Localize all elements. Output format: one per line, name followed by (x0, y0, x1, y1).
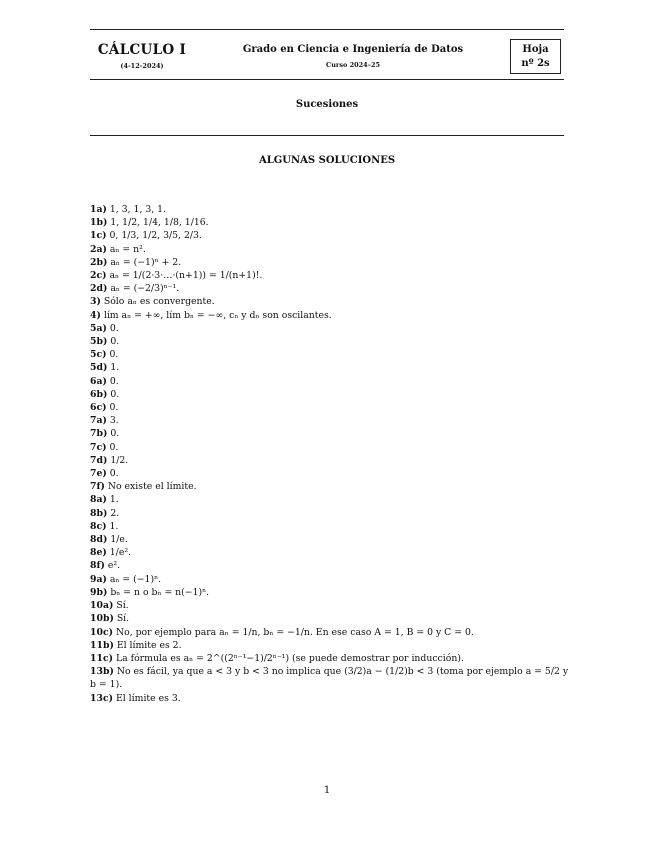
answer-text: aₙ = 1/(2·3·…·(n+1)) = 1/(n+1)!. (109, 270, 263, 282)
answer-text: 0. (110, 336, 120, 348)
answer-label: 10b) (90, 613, 114, 625)
answer-item (90, 401, 570, 414)
answer-text: 0. (109, 402, 119, 414)
answer-item (90, 559, 570, 572)
answer-text: No, por ejemplo para aₙ = 1/n, bₙ = −1/n. En ese caso A = 1, B = 0 y C = 0. (115, 626, 474, 638)
answer-text: aₙ = (−2/3)ⁿ⁻¹. (110, 283, 180, 295)
answer-label: 3) (90, 296, 101, 308)
answer-text: bₙ = n o bₙ = n(−1)ⁿ. (110, 586, 210, 598)
answer-item (90, 454, 570, 467)
answer-item (90, 692, 570, 705)
answer-label: 1c) (90, 230, 107, 242)
answer-text: aₙ = (−1)ⁿ + 2. (110, 256, 182, 268)
course-header (90, 42, 194, 70)
answer-item (90, 269, 570, 282)
answer-text: 0. (109, 375, 119, 387)
answer-item (90, 612, 570, 625)
sheet-label: Hoja (522, 44, 549, 55)
answer-label: 5b) (90, 336, 108, 348)
answer-label: 2a) (90, 243, 107, 255)
answer-text: La fórmula es aₙ = 2^((2ⁿ⁻¹−1)/2ⁿ⁻¹) (se puede demostrar por inducción). (115, 652, 464, 664)
answer-item (90, 282, 570, 295)
answer-label: 2c) (90, 270, 107, 282)
answer-item (90, 546, 570, 559)
answer-text: Sí. (116, 600, 129, 612)
answer-label: 1a) (90, 204, 107, 215)
answer-text: 1. (110, 362, 120, 374)
answer-label: 5a) (90, 322, 107, 334)
answer-text: aₙ = (−1)ⁿ. (109, 573, 162, 585)
answer-text: 0. (109, 468, 119, 480)
answer-item (90, 216, 570, 229)
answer-label: 9b) (90, 586, 108, 598)
answer-label: 6a) (90, 375, 107, 387)
answer-label: 6c) (90, 402, 107, 414)
course-title: CÁLCULO I (97, 42, 187, 58)
answer-label: 7b) (90, 428, 108, 440)
answer-item (90, 375, 570, 388)
answer-label: 8f) (90, 560, 105, 572)
page-number: 1 (323, 785, 331, 796)
answer-label: 11c) (90, 652, 113, 664)
answer-label: 13c) (90, 692, 113, 704)
answer-label: 7a) (90, 415, 107, 427)
answer-label: 9a) (90, 573, 107, 585)
answer-text: 0, 1/3, 1/2, 3/5, 2/3. (109, 230, 202, 242)
answer-text: 1/e². (109, 547, 131, 559)
answer-item (90, 229, 570, 242)
answer-label: 1b) (90, 217, 108, 229)
answer-text: 1. (109, 520, 119, 532)
answer-item (90, 427, 570, 440)
answer-item (90, 295, 570, 308)
answer-item (90, 665, 570, 691)
answer-text: 1, 1/2, 1/4, 1/8, 1/16. (110, 217, 209, 229)
answer-label: 4) (90, 309, 101, 321)
answer-text: 2. (110, 507, 120, 519)
answer-item (90, 639, 570, 652)
answer-text: No existe el límite. (107, 481, 197, 493)
course-date: (4-12-2024) (120, 62, 164, 70)
answer-item (90, 348, 570, 361)
answer-item (90, 414, 570, 427)
answer-label: 8d) (90, 534, 108, 546)
answer-item (90, 480, 570, 493)
answer-item (90, 467, 570, 480)
answer-text: e². (107, 560, 121, 572)
topic-rule (90, 135, 564, 136)
answer-text: 3. (109, 415, 119, 427)
answer-item (90, 361, 570, 374)
answer-label: 7f) (90, 481, 105, 493)
answer-text: 1, 3, 1, 3, 1. (109, 204, 167, 215)
answer-item (90, 626, 570, 639)
answer-item (90, 493, 570, 506)
answer-label: 10a) (90, 600, 114, 612)
answer-label: 5c) (90, 349, 107, 361)
answer-text: El límite es 2. (116, 639, 182, 651)
sheet-number: nº 2s (521, 58, 550, 69)
answer-label: 6b) (90, 388, 108, 400)
answer-text: 1/e. (110, 534, 128, 546)
degree-header (230, 44, 476, 69)
answer-label: 2b) (90, 256, 108, 268)
sheet-box (510, 39, 561, 74)
answer-text: El límite es 3. (115, 692, 181, 704)
answer-item (90, 322, 570, 335)
answer-label: 8e) (90, 547, 107, 559)
answer-item (90, 599, 570, 612)
answer-label: 8b) (90, 507, 108, 519)
answer-label: 13b) (90, 666, 114, 678)
top-rule (90, 29, 564, 30)
answer-item (90, 441, 570, 454)
answer-label: 10c) (90, 626, 113, 638)
answer-text: Sí. (116, 613, 130, 625)
answer-text: 0. (109, 441, 119, 453)
answer-item (90, 533, 570, 546)
answer-item (90, 203, 570, 216)
answer-label: 11b) (90, 639, 114, 651)
answer-list (90, 203, 570, 705)
answer-item (90, 652, 570, 665)
answer-label: 7c) (90, 441, 107, 453)
answer-text: No es fácil, ya que a < 3 y b < 3 no implica que (3/2)a − (1/2)b < 3 (toma por ejemplo a = 5/2 y b = 1). (90, 666, 569, 691)
answer-label: 7e) (90, 468, 107, 480)
answer-label: 7d) (90, 454, 108, 466)
answer-text: 0. (110, 388, 120, 400)
answer-text: 0. (109, 349, 119, 361)
topic-title: Sucesiones (295, 99, 359, 110)
answer-item (90, 388, 570, 401)
answer-text: Sólo aₙ es convergente. (103, 296, 215, 308)
section-title: ALGUNAS SOLUCIONES (258, 155, 396, 166)
answer-item (90, 309, 570, 322)
answer-text: aₙ = n². (109, 243, 146, 255)
answer-text: 0. (110, 428, 120, 440)
answer-label: 8a) (90, 494, 107, 506)
answer-label: 2d) (90, 283, 108, 295)
academic-year: Curso 2024–25 (326, 61, 380, 69)
header-bottom-rule (90, 79, 564, 80)
answer-item (90, 586, 570, 599)
answer-text: 1/2. (110, 454, 129, 466)
answer-label: 8c) (90, 520, 107, 532)
answer-text: 1. (109, 494, 119, 506)
answer-text: 0. (109, 322, 119, 334)
answer-label: 5d) (90, 362, 108, 374)
answer-text: lím aₙ = +∞, lím bₙ = −∞, cₙ y dₙ son oscilantes. (103, 309, 332, 321)
answer-item (90, 256, 570, 269)
answer-item (90, 573, 570, 586)
answer-item (90, 243, 570, 256)
degree-name: Grado en Ciencia e Ingeniería de Datos (242, 44, 464, 55)
answer-item (90, 335, 570, 348)
answer-item (90, 507, 570, 520)
answer-item (90, 520, 570, 533)
